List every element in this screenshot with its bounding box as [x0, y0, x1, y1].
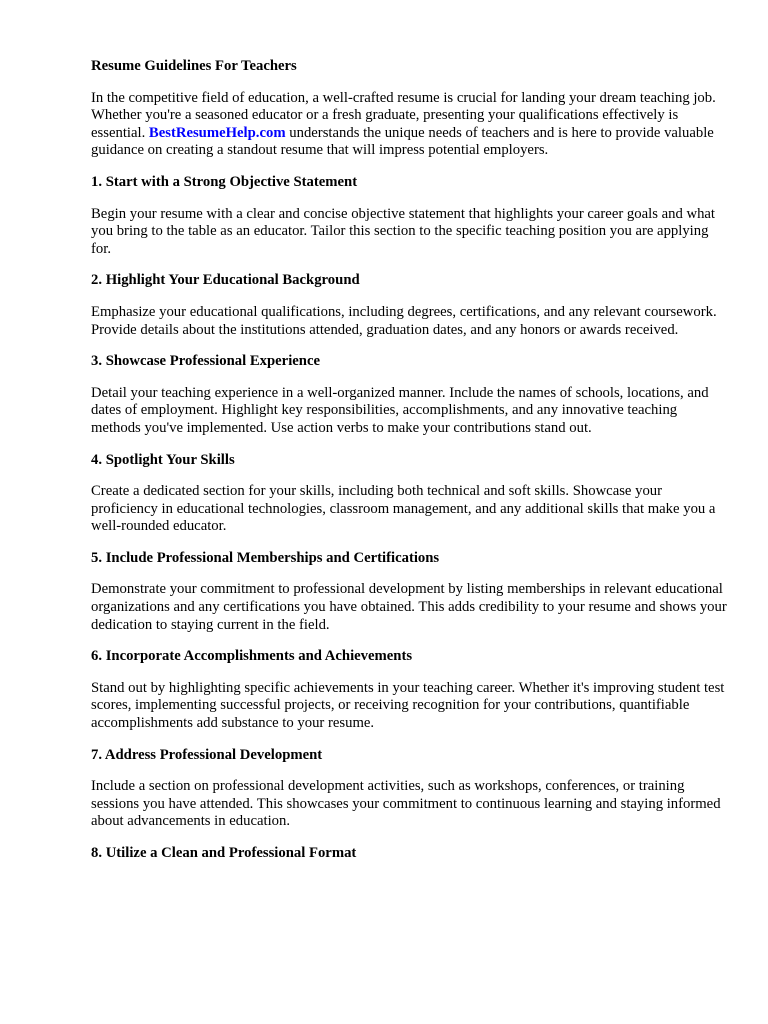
section-4-body: Create a dedicated section for your skills, including both technical and soft skills. Showcase your proficiency in educational technologies, classroom management, and any additional skills that make you a well-rounded educator. [91, 483, 716, 535]
intro-paragraph [91, 90, 727, 160]
section-6-heading: 6. Incorporate Accomplishments and Achievements [91, 648, 413, 665]
section-2-body: Emphasize your educational qualifications, including degrees, certifications, and any relevant coursework. Provide details about the institutions attended, graduation dates, and any honors or awards received. [91, 303, 717, 338]
section-3-heading: 3. Showcase Professional Experience [91, 353, 320, 370]
section-7-heading: 7. Address Professional Development [91, 746, 323, 763]
section-1-heading: 1. Start with a Strong Objective Statement [91, 173, 358, 190]
section-2-heading: 2. Highlight Your Educational Background [91, 272, 360, 289]
section-6-body: Stand out by highlighting specific achievements in your teaching career. Whether it's improving student test scores, implementing successful projects, or receiving recognition for your contributions, quantifiable accomplishments add substance to your resume. [91, 679, 725, 732]
document-page [91, 58, 727, 877]
section-5-body: Demonstrate your commitment to professional development by listing memberships in relevant educational organizations and any certifications you have obtained. This adds credibility to your resume and shows your dedication to staying current in the field. [91, 581, 727, 633]
section-8-heading: 8. Utilize a Clean and Professional Format [91, 845, 357, 861]
section-3-body: Detail your teaching experience in a well-organized manner. Include the names of schools, locations, and dates of employment. Highlight key responsibilities, accomplishments, and any innovative teaching methods you've implemented. Use action verbs to make your contributions stand out. [91, 384, 709, 436]
intro-text-after-link: understands the unique needs of teachers and is here to provide valuable guidance on creating a standout resume that will impress potential employers. [91, 124, 714, 159]
document-title: Resume Guidelines For Teachers [91, 58, 297, 74]
section-1-body: Begin your resume with a clear and concise objective statement that highlights your career goals and what you bring to the table as an educator. Tailor this section to the specific teaching position you are applying for. [91, 205, 716, 257]
bestresumehelp-link[interactable]: BestResumeHelp.com [148, 124, 286, 141]
section-5-heading: 5. Include Professional Memberships and Certifications [91, 549, 440, 566]
section-7-body: Include a section on professional development activities, such as workshops, conferences, or training sessions you have attended. This showcases your commitment to continuous learning and staying informed about advancements in education. [91, 778, 721, 830]
section-4-heading: 4. Spotlight Your Skills [91, 451, 235, 468]
intro-text-before-link: In the competitive field of education, a well-crafted resume is crucial for landing your dream teaching job. Whether you're a seasoned educator or a fresh graduate, presenting your qualifications effectively is essential. [91, 89, 716, 141]
